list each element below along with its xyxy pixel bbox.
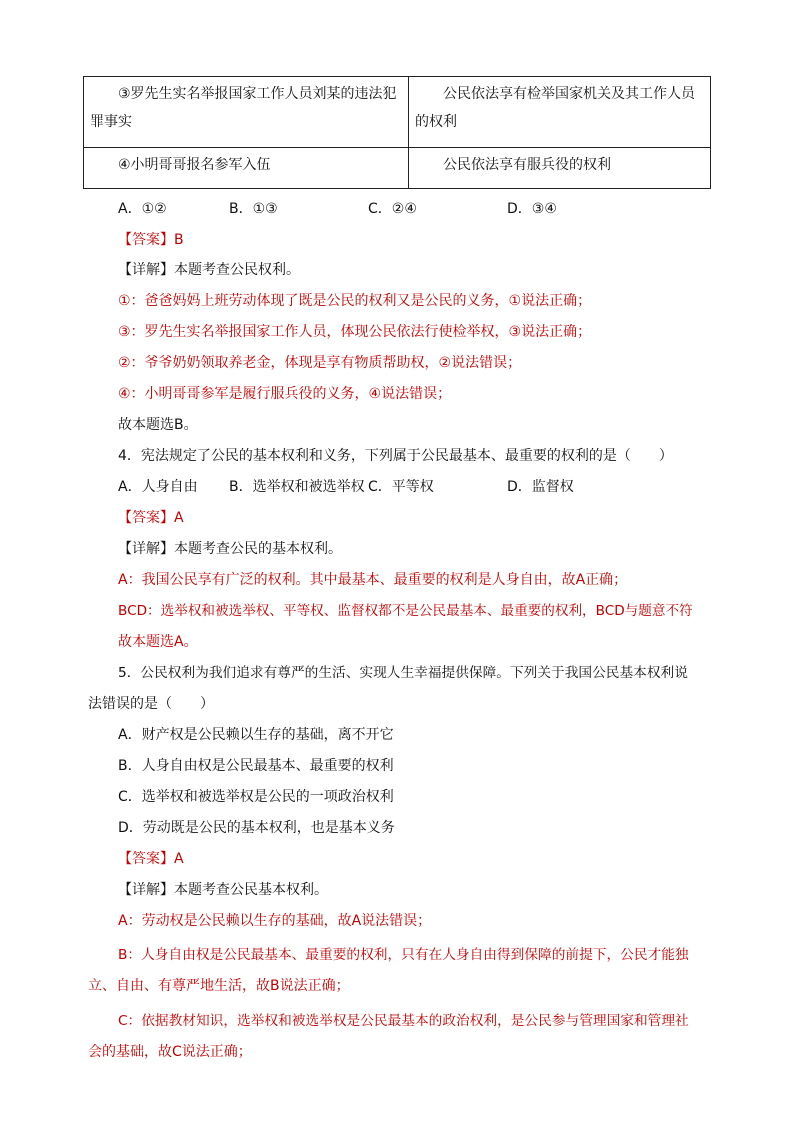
table-row (84, 148, 711, 189)
q5-explain-c-line2: 会的基础，故C说法正确； (88, 1044, 252, 1060)
q3-detail: 【详解】本题考查公民权利。 (118, 262, 300, 278)
q3-conclusion: 故本题选B。 (118, 417, 198, 433)
q3-option-d: D．③④ (507, 201, 557, 217)
table-cell: 公民依法享有服兵役的权利 (409, 148, 711, 189)
q5-stem-line2: 法错误的是（ ） (88, 696, 214, 712)
q3-option-a: A．①② (118, 201, 167, 217)
q4-answer: 【答案】A (118, 510, 184, 526)
q3-answer: 【答案】B (118, 232, 184, 248)
q5-option-b: B．人身自由权是公民最基本、最重要的权利 (118, 758, 394, 774)
table-cell: ③罗先生实名举报国家工作人员刘某的违法犯罪事实 (84, 77, 409, 148)
q4-option-c: C．平等权 (368, 479, 434, 495)
q5-explain-a: A：劳动权是公民赖以生存的基础，故A说法错误； (118, 913, 432, 929)
q4-option-d: D．监督权 (507, 479, 574, 495)
table-cell: ④小明哥哥报名参军入伍 (84, 148, 409, 189)
q5-option-d: D．劳动既是公民的基本权利，也是基本义务 (118, 820, 395, 836)
q5-answer: 【答案】A (118, 851, 184, 867)
q4-stem: 4．宪法规定了公民的基本权利和义务，下列属于公民最基本、最重要的权利的是（ ） (118, 448, 673, 464)
q3-option-c: C．②④ (368, 201, 417, 217)
q3-explain-2: ③：罗先生实名举报国家工作人员，体现公民依法行使检举权，③说法正确； (118, 324, 592, 340)
q5-explain-b-line1: B：人身自由权是公民最基本、最重要的权利，只有在人身自由得到保障的前提下，公民才能独 (118, 947, 689, 963)
q5-option-c: C．选举权和被选举权是公民的一项政治权利 (118, 789, 394, 805)
q4-explain-2: BCD：选举权和被选举权、平等权、监督权都不是公民最基本、最重要的权利，BCD与题意不符 (118, 603, 693, 619)
q3-explain-1: ①：爸爸妈妈上班劳动体现了既是公民的权利又是公民的义务，①说法正确； (118, 293, 592, 309)
table-row (84, 77, 711, 148)
q5-detail: 【详解】本题考查公民基本权利。 (118, 882, 328, 898)
q5-explain-b-line2: 立、自由、有尊严地生活，故B说法正确； (88, 978, 350, 994)
q5-option-a: A．财产权是公民赖以生存的基础，离不开它 (118, 727, 394, 743)
q3-explain-4: ④：小明哥哥参军是履行服兵役的义务，④说法错误； (118, 386, 452, 402)
rights-table (83, 76, 711, 189)
q4-conclusion: 故本题选A。 (118, 634, 198, 650)
q3-option-b: B．①③ (229, 201, 278, 217)
q4-explain-1: A：我国公民享有广泛的权利。其中最基本、最重要的权利是人身自由，故A正确； (118, 572, 628, 588)
table-cell: 公民依法享有检举国家机关及其工作人员的权利 (409, 77, 711, 148)
q5-explain-c-line1: C：依据教材知识，选举权和被选举权是公民最基本的政治权利，是公民参与管理国家和管理社 (118, 1013, 689, 1029)
q4-option-b: B．选举权和被选举权 (229, 479, 365, 495)
q3-explain-3: ②：爷爷奶奶领取养老金，体现是享有物质帮助权，②说法错误； (118, 355, 522, 371)
q4-option-a: A．人身自由 (118, 479, 198, 495)
q4-detail: 【详解】本题考查公民的基本权利。 (118, 541, 342, 557)
q5-stem-line1: 5．公民权利为我们追求有尊严的生活、实现人生幸福提供保障。下列关于我国公民基本权利说 (118, 665, 688, 681)
